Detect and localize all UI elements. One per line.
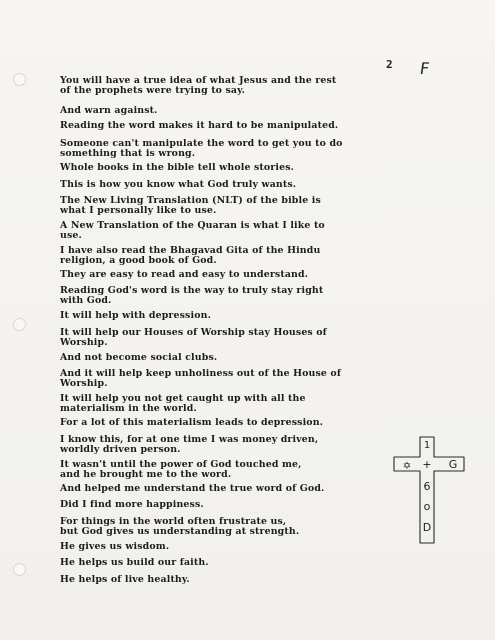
text-line: They are easy to read and easy to understand. <box>60 269 309 280</box>
text-line: I know this, for at one time I was money driven, worldly driven person. <box>60 434 319 455</box>
cross-letter: + <box>422 458 432 471</box>
cross-letter: G <box>448 458 458 471</box>
text-line: Reading the word makes it hard to be manipulated. <box>60 120 339 131</box>
binder-hole <box>13 563 26 576</box>
binder-hole <box>13 73 26 86</box>
text-line: You will have a true idea of what Jesus and the rest of the prophets were trying to say. <box>60 75 337 96</box>
text-line: And not become social clubs. <box>60 352 218 363</box>
page-number: 2 <box>386 58 393 71</box>
text-line: He helps us build our faith. <box>60 557 209 568</box>
text-line: This is how you know what God truly wants. <box>60 179 297 190</box>
text-line: He helps of live healthy. <box>60 574 190 585</box>
text-line: It will help with depression. <box>60 310 211 321</box>
text-line: It will help you not get caught up with all the materialism in the world. <box>60 393 306 414</box>
cross-letter: D <box>422 521 432 534</box>
cross-letter: 1 <box>423 440 431 451</box>
text-line: It wasn't until the power of God touched me, and he brought me to the word. <box>60 459 302 480</box>
text-line: And warn against. <box>60 105 158 116</box>
text-line: And helped me understand the true word of God. <box>60 483 325 494</box>
text-line: Someone can't manipulate the word to get you to do something that is wrong. <box>60 138 343 159</box>
text-line: For a lot of this materialism leads to depression. <box>60 417 324 428</box>
hand-drawn-cross <box>390 435 470 545</box>
handwritten-letter: F <box>418 59 431 78</box>
text-line: He gives us wisdom. <box>60 541 170 552</box>
text-line: For things in the world often frustrate us, but God gives us understanding at strength. <box>60 516 300 537</box>
text-line: And it will help keep unholiness out of the House of Worship. <box>60 368 342 389</box>
cross-letter: 6 <box>423 480 431 493</box>
binder-hole <box>13 318 26 331</box>
text-line: A New Translation of the Quaran is what I like to use. <box>60 220 325 241</box>
text-line: Reading God's word is the way to truly stay right with God. <box>60 285 324 306</box>
text-line: Whole books in the bible tell whole stories. <box>60 162 295 173</box>
text-line: The New Living Translation (NLT) of the bible is what I personally like to use. <box>60 195 321 216</box>
star-of-david-icon: ✡ <box>402 461 412 472</box>
cross-letter: o <box>423 500 431 513</box>
text-line: It will help our Houses of Worship stay Houses of Worship. <box>60 327 327 348</box>
text-line: Did I find more happiness. <box>60 499 204 510</box>
text-line: I have also read the Bhagavad Gita of the Hindu religion, a good book of God. <box>60 245 321 266</box>
